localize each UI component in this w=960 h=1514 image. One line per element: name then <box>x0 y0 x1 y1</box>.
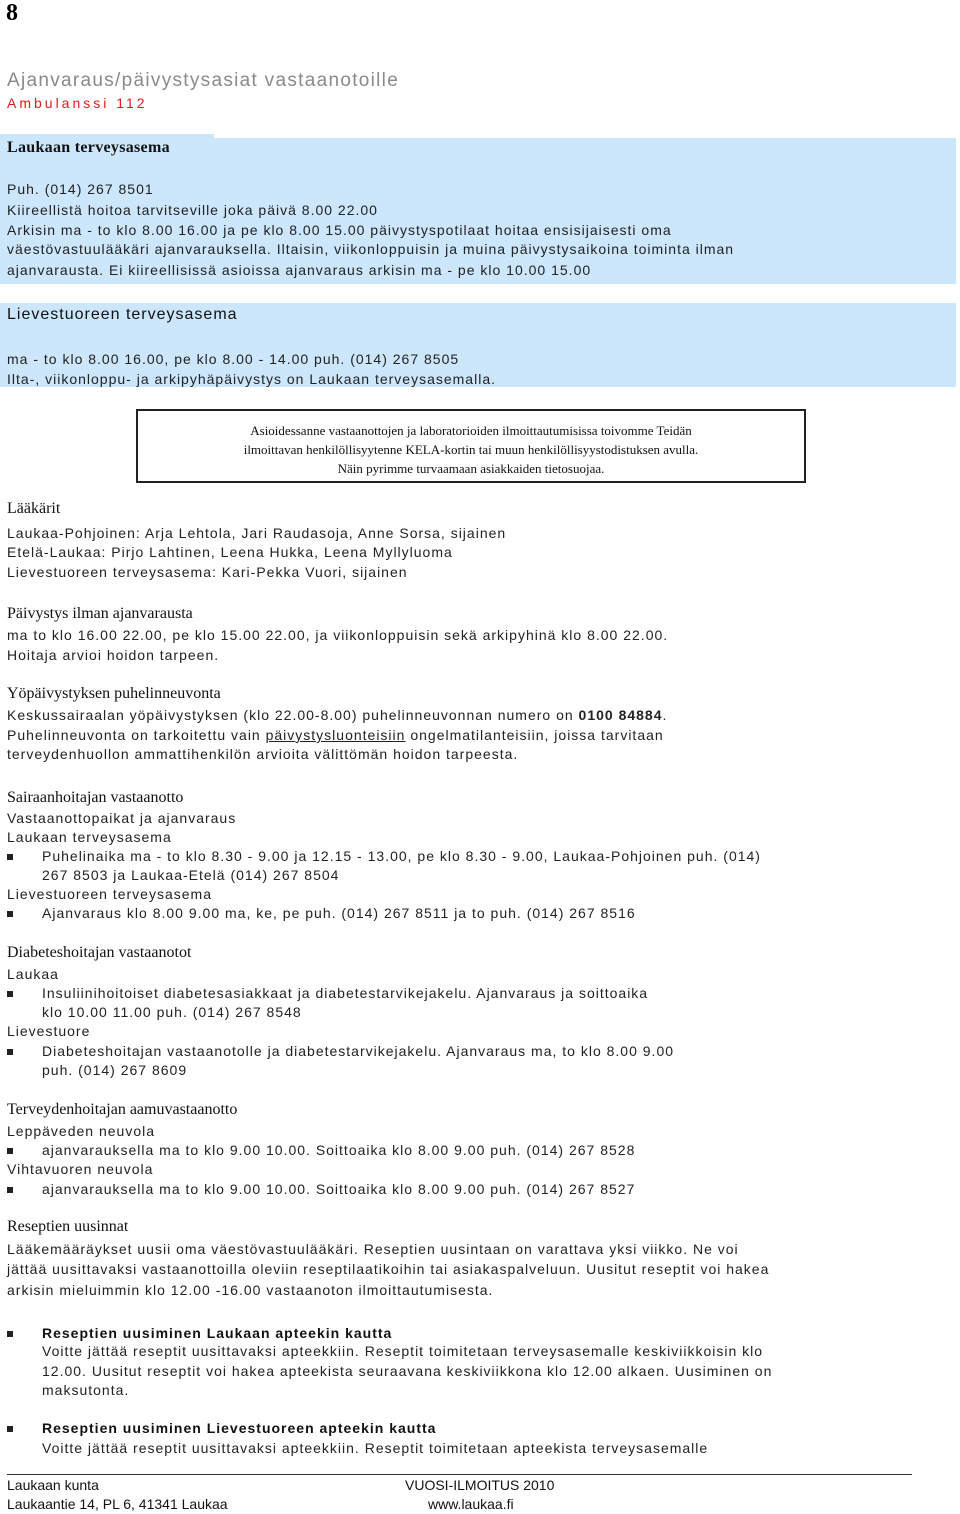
nurse-place-2: Lievestuoreen terveysasema <box>7 886 212 902</box>
walkin-line-2: Hoitaja arvioi hoidon tarpeen. <box>7 647 220 663</box>
prescriptions-bullet-1-line-3: maksutonta. <box>42 1382 130 1398</box>
prescriptions-line-2: jättää uusittavaksi vastaanottoilla oleviin reseptilaatikoihin tai asiakaspalveluun. Uusitut reseptit voi hakea <box>7 1261 770 1277</box>
nurse-bullet-1a: Puhelinaika ma - to klo 8.30 - 9.00 ja 12.15 - 13.00, pe klo 8.30 - 9.00, Laukaa-Pohjoinen puh. (014) <box>42 848 761 864</box>
bullet-icon <box>7 1148 13 1154</box>
notice-line-2: ilmoittavan henkilöllisyytenne KELA-kortin tai muun henkilöllisyystodistuksen avulla. <box>243 442 699 457</box>
lievestuore-line-2: Ilta-, viikonloppu- ja arkipyhäpäivystys on Laukaan terveysasemalla. <box>7 371 496 387</box>
healthnurse-bullet-2: ajanvarauksella ma to klo 9.00 10.00. Soittoaika klo 8.00 9.00 puh. (014) 267 8527 <box>42 1181 636 1197</box>
night-underlined-word: päivystysluonteisiin <box>265 727 406 743</box>
night-line-3: terveydenhuollon ammattihenkilön arvioita välittömän hoidon tarpeesta. <box>7 746 519 762</box>
page-title: Ajanvaraus/päivystysasiat vastaanotoille <box>7 70 400 91</box>
nurse-subheading: Vastaanottopaikat ja ajanvaraus <box>7 810 237 826</box>
prescriptions-bullet-2-line-1: Voitte jättää reseptit uusittavaksi apteekkiin. Reseptit toimitetaan apteekista terveysasemalle <box>42 1440 709 1456</box>
bullet-icon <box>7 1187 13 1193</box>
doctors-heading: Lääkärit <box>7 500 61 517</box>
doctors-line-3: Lievestuoreen terveysasema: Kari-Pekka Vuori, sijainen <box>7 564 408 580</box>
nurse-heading: Sairaanhoitajan vastaanotto <box>7 789 184 806</box>
notice-line-1: Asioidessanne vastaanottojen ja laboratorioiden ilmoittautumisissa toivomme Teidän <box>250 423 692 438</box>
laukaa-line-4: ajanvarausta. Ei kiireellisissä asioissa ajanvaraus arkisin ma - pe klo 10.00 15.00 <box>7 262 592 278</box>
nurse-bullet-2: Ajanvaraus klo 8.00 9.00 ma, ke, pe puh. (014) 267 8511 ja to puh. (014) 267 8516 <box>42 905 636 921</box>
night-line-1-text: Keskussairaalan yöpäivystyksen (klo 22.00-8.00) puhelinneuvonnan numero on <box>7 707 574 723</box>
notice-line-3: Näin pyrimme turvaamaan asiakkaiden tietosuojaa. <box>337 461 605 476</box>
ambulance-line: Ambulanssi 112 <box>7 95 148 111</box>
bullet-icon <box>7 1426 13 1432</box>
doctors-line-2: Etelä-Laukaa: Pirjo Lahtinen, Leena Hukka, Leena Myllyluoma <box>7 544 453 560</box>
bullet-icon <box>7 854 13 860</box>
healthnurse-place-2: Vihtavuoren neuvola <box>7 1161 154 1177</box>
laukaa-station-name: Laukaan terveysasema <box>7 139 170 156</box>
laukaa-phone: Puh. (014) 267 8501 <box>7 181 154 197</box>
prescriptions-bullet-2-title: Reseptien uusiminen Lievestuoreen apteekin kautta <box>42 1420 437 1436</box>
night-line-1-end: . <box>662 707 668 723</box>
night-number: 0100 84884 <box>578 707 663 723</box>
healthnurse-place-1: Leppäveden neuvola <box>7 1123 156 1139</box>
prescriptions-bullet-1-line-1: Voitte jättää reseptit uusittavaksi apteekkiin. Reseptit toimitetaan terveysasemalle keskiviikkoisin klo <box>42 1343 764 1359</box>
diabetes-bullet-2a: Diabeteshoitajan vastaanotolle ja diabetestarvikejakelu. Ajanvaraus ma, to klo 8.00 9.00 <box>42 1043 675 1059</box>
privacy-notice-box <box>136 409 806 483</box>
bullet-icon <box>7 911 13 917</box>
prescriptions-bullet-1-title: Reseptien uusiminen Laukaan apteekin kautta <box>42 1325 393 1341</box>
diabetes-heading: Diabeteshoitajan vastaanotot <box>7 944 192 961</box>
diabetes-bullet-2b: puh. (014) 267 8609 <box>42 1062 188 1078</box>
footer-organization: Laukaan kunta <box>7 1477 99 1493</box>
diabetes-bullet-1b: klo 10.00 11.00 puh. (014) 267 8548 <box>42 1004 302 1020</box>
diabetes-bullet-1a: Insuliinihoitoiset diabetesasiakkaat ja diabetestarvikejakelu. Ajanvaraus ja soittoaika <box>42 985 649 1001</box>
prescriptions-line-3: arkisin mieluimmin klo 12.00 -16.00 vastaanoton ilmoittautumisesta. <box>7 1282 494 1298</box>
laukaa-line-2: Arkisin ma - to klo 8.00 16.00 ja pe klo 8.00 15.00 päivystyspotilaat hoitaa ensisijaisesti oma <box>7 222 672 238</box>
bullet-icon <box>7 991 13 997</box>
healthnurse-bullet-1: ajanvarauksella ma to klo 9.00 10.00. Soittoaika klo 8.00 9.00 puh. (014) 267 8528 <box>42 1142 636 1158</box>
prescriptions-bullet-1-line-2: 12.00. Uusitut reseptit voi hakea apteekista seuraavana keskiviikkona klo 12.00 alkaen. Uusiminen on <box>42 1363 773 1379</box>
walkin-heading: Päivystys ilman ajanvarausta <box>7 605 193 622</box>
footer-website-link[interactable]: www.laukaa.fi <box>428 1496 514 1512</box>
laukaa-line-3: väestövastuulääkäri ajanvarauksella. Iltaisin, viikonloppuisin ja muina päivystysaikoina toiminta ilman <box>7 241 735 257</box>
walkin-line-1: ma to klo 16.00 22.00, pe klo 15.00 22.00, ja viikonloppuisin sekä arkipyhinä klo 8.00 22.00. <box>7 627 669 643</box>
bullet-icon <box>7 1049 13 1055</box>
footer-report-title: VUOSI-ILMOITUS 2010 <box>405 1477 555 1493</box>
laukaa-line-1: Kiireellistä hoitoa tarvitseville joka päivä 8.00 22.00 <box>7 202 378 218</box>
night-line-1 <box>7 707 667 723</box>
lievestuore-station-name: Lievestuoreen terveysasema <box>7 306 238 323</box>
diabetes-place-1: Laukaa <box>7 966 59 982</box>
footer-address: Laukaantie 14, PL 6, 41341 Laukaa <box>7 1496 228 1512</box>
doctors-line-1: Laukaa-Pohjoinen: Arja Lehtola, Jari Raudasoja, Anne Sorsa, sijainen <box>7 525 507 541</box>
night-line-2 <box>7 727 664 743</box>
healthnurse-heading: Terveydenhoitajan aamuvastaanotto <box>7 1101 238 1118</box>
lievestuore-line-1: ma - to klo 8.00 16.00, pe klo 8.00 - 14.00 puh. (014) 267 8505 <box>7 351 460 367</box>
page-number: 8 <box>6 0 18 26</box>
night-line-2a: Puhelinneuvonta on tarkoitettu vain <box>7 727 266 743</box>
nurse-bullet-1b: 267 8503 ja Laukaa-Etelä (014) 267 8504 <box>42 867 340 883</box>
diabetes-place-2: Lievestuore <box>7 1023 91 1039</box>
night-line-2b: ongelmatilanteisiin, joissa tarvitaan <box>405 727 664 743</box>
nurse-place-1: Laukaan terveysasema <box>7 829 172 845</box>
night-heading: Yöpäivystyksen puhelinneuvonta <box>7 685 221 702</box>
bullet-icon <box>7 1331 13 1337</box>
footer-divider <box>7 1474 912 1475</box>
prescriptions-heading: Reseptien uusinnat <box>7 1218 129 1235</box>
prescriptions-line-1: Lääkemääräykset uusii oma väestövastuulääkäri. Reseptien uusintaan on varattava yksi viikko. Ne voi <box>7 1241 739 1257</box>
